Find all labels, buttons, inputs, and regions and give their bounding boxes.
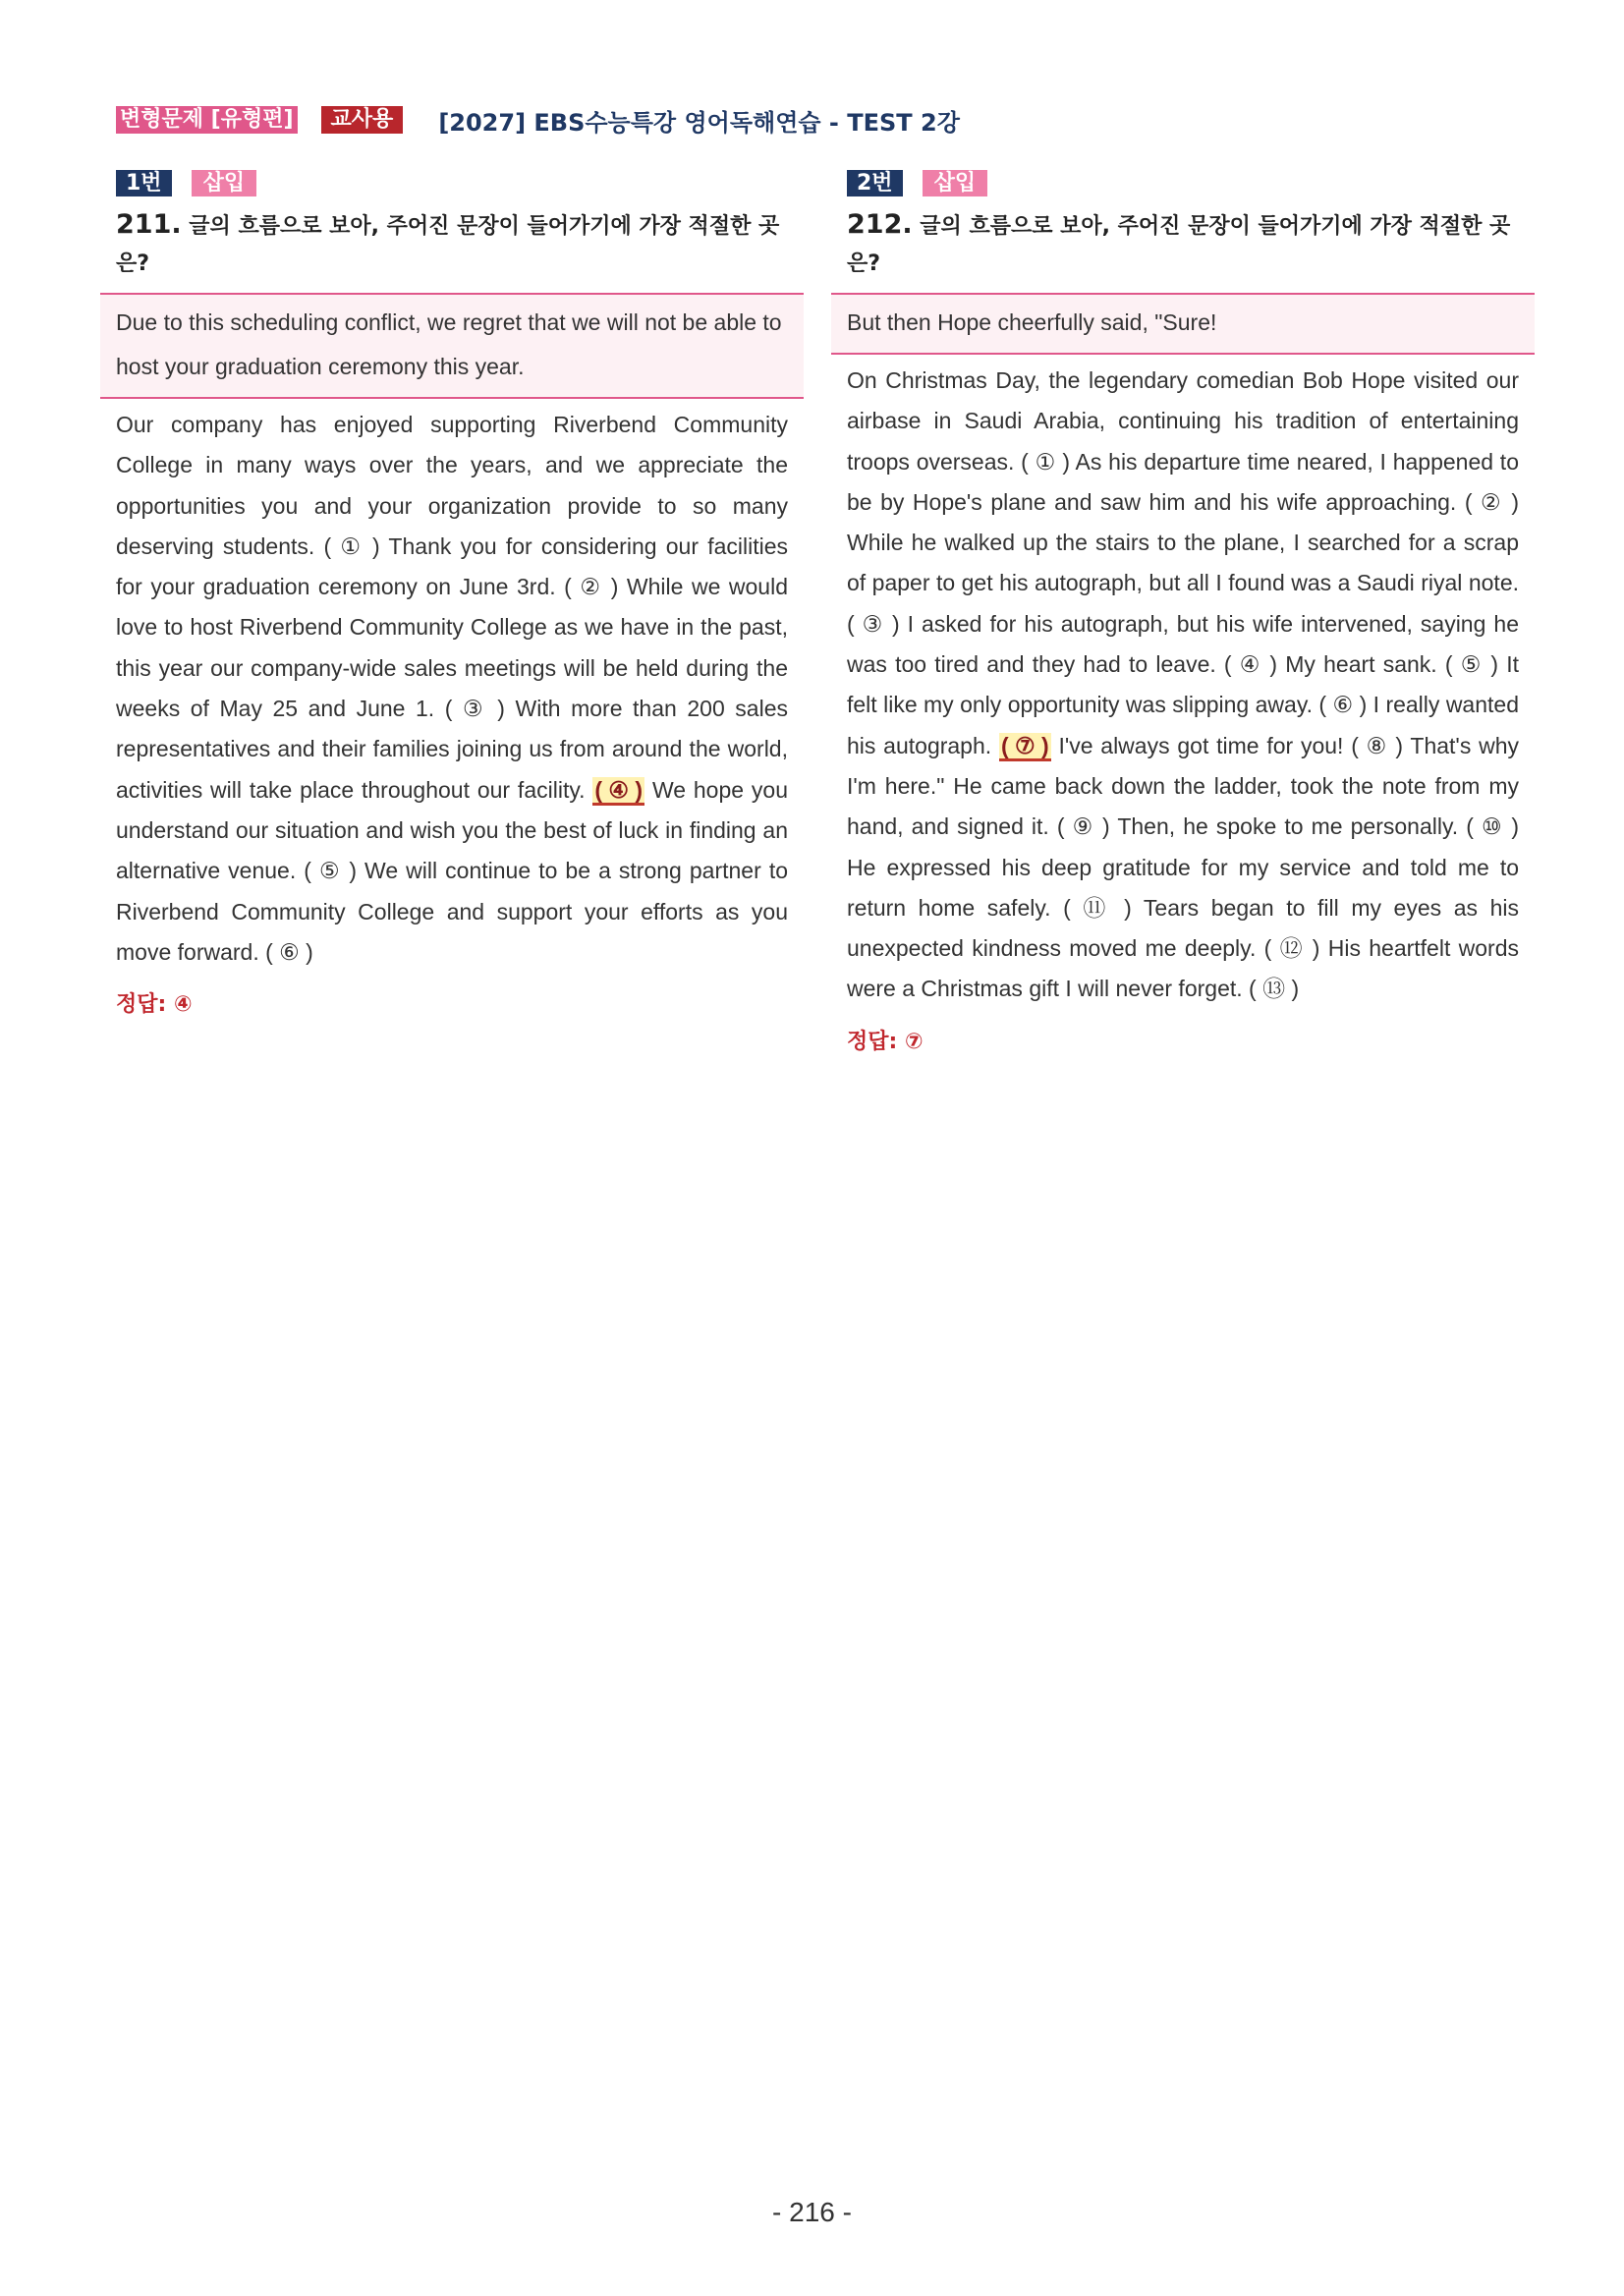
question-title — [831, 206, 1535, 283]
given-sentence-box: Due to this scheduling conflict, we regret that we will not be able to host your graduation ceremony this year. — [100, 293, 804, 399]
passage — [100, 403, 804, 973]
passage-after: I've always got time for you! ( ⑧ ) That's why I'm here." He came back down the ladder, took the note from my hand, and signed it. ( ⑨ ) Then, he spoke to me personally. ( ⑩ ) He expressed his deep gratitude for my service and told me to return home safely. ( ⑪ ) Tears began to fill my eyes as his unexpected kindness moved me deeply. ( ⑫ ) His heartfelt words were a Christmas gift I will never forget. ( ⑬ ) — [847, 732, 1519, 1002]
answer-position-marker: ( ⑦ ) — [999, 733, 1051, 761]
question-type-tag: 변형문제 [유형편] — [116, 106, 298, 134]
question-type-badge: 삽입 — [192, 170, 257, 196]
given-sentence-box: But then Hope cheerfully said, "Sure! — [831, 293, 1535, 355]
question-badges — [831, 169, 1535, 196]
passage-before: On Christmas Day, the legendary comedian Bob Hope visited our airbase in Saudi Arabia, continuing his tradition of entertaining troops overseas. ( ① ) As his departure time neared, I happened to be by Hope's plane and saw him and his wife approaching. ( ② ) While he walked up the stairs to the plane, I searched for a scrap of paper to get his autograph, but all I found was a Saudi riyal note. ( ③ ) I asked for his autograph, but his wife intervened, saying he was too tired and they had to leave. ( ④ ) My heart sank. ( ⑤ ) It felt like my only opportunity was slipping away. ( ⑥ ) I really wanted his autograph. — [847, 367, 1519, 758]
audience-tag: 교사용 — [321, 106, 404, 134]
passage-before: Our company has enjoyed supporting Riverbend Community College in many ways over the years, and we appreciate the opportunities you and your organization provide to so many deserving students. ( ① ) Thank you for considering our facilities for your graduation ceremony on June 3rd. ( ② ) While we would love to host Riverbend Community College as we have in the past, this year our company-wide sales meetings will be held during the weeks of May 25 and June 1. ( ③ ) With more than 200 sales representatives and their families joining us from around the world, activities will take place throughout our facility. — [116, 412, 788, 803]
passage-after: We hope you understand our situation and wish you the best of luck in finding an alternative venue. ( ⑤ ) We will continue to be a strong partner to Riverbend Community College and support your efforts as you move forward. ( ⑥ ) — [116, 776, 788, 965]
question-badges — [100, 169, 804, 196]
answer-label: 정답: ④ — [116, 992, 193, 1018]
question-type-badge: 삽입 — [923, 170, 988, 196]
question-number: 212. — [847, 209, 913, 240]
question-number: 211. — [116, 209, 182, 240]
question-number-badge: 2번 — [847, 170, 903, 196]
document-title: [2027] EBS수능특강 영어독해연습 - TEST 2강 — [438, 108, 960, 137]
answer-position-marker: ( ④ ) — [592, 777, 644, 806]
page-number: - 216 - — [772, 2197, 852, 2227]
question-title — [100, 206, 804, 283]
question-prompt: 글의 흐름으로 보아, 주어진 문장이 들어가기에 가장 적절한 곳은? — [116, 214, 780, 276]
question-prompt: 글의 흐름으로 보아, 주어진 문장이 들어가기에 가장 적절한 곳은? — [847, 214, 1511, 276]
question-211 — [100, 169, 804, 1020]
page-header — [116, 104, 960, 136]
answer-label: 정답: ⑦ — [847, 1029, 924, 1054]
question-212 — [831, 169, 1535, 1057]
question-number-badge: 1번 — [116, 170, 172, 196]
passage — [831, 359, 1535, 1010]
